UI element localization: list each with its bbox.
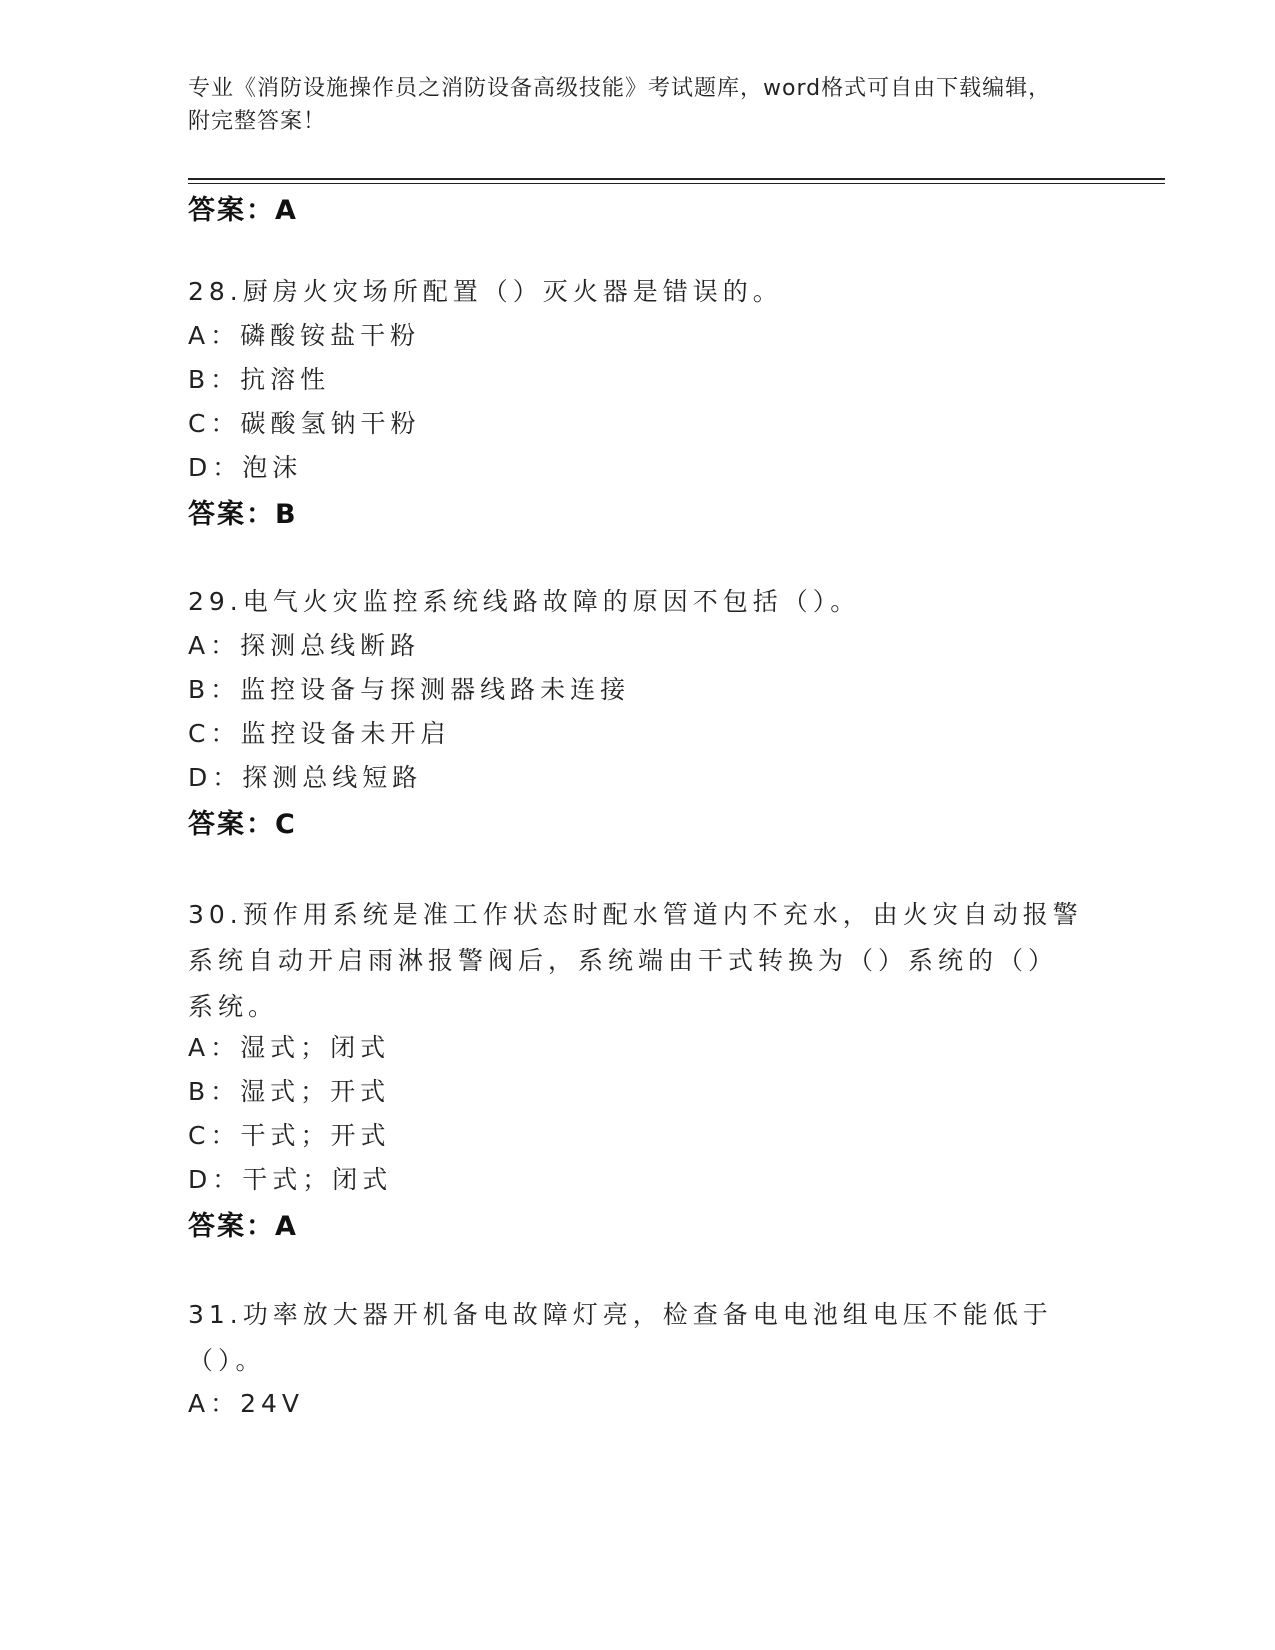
- option-b: B：湿式；开式: [188, 1077, 391, 1106]
- option-b: B：监控设备与探测器线路未连接: [188, 675, 631, 704]
- header-divider-thin: [188, 183, 1165, 184]
- question-text: 30.预作用系统是准工作状态时配水管道内不充水，由火灾自动报警系统自动开启雨淋报警阀后，系统端由干式转换为（）系统的（）系统。: [188, 900, 1083, 1021]
- option-b: B：抗溶性: [188, 365, 331, 394]
- option-a: A：24V: [188, 1389, 305, 1418]
- option-a: A：探测总线断路: [188, 631, 421, 660]
- document-header: 专业《消防设施操作员之消防设备高级技能》考试题库，word格式可自由下载编辑，附完整答案！: [188, 76, 1052, 134]
- question-text: 31.功率放大器开机备电故障灯亮，检查备电电池组电压不能低于（）。: [188, 1300, 1053, 1375]
- answer-label: 答案：A: [188, 195, 298, 226]
- question-text: 28.厨房火灾场所配置（）灭火器是错误的。: [188, 277, 783, 306]
- option-a: A：磷酸铵盐干粉: [188, 321, 421, 350]
- option-c: C：碳酸氢钠干粉: [188, 409, 421, 438]
- question-text: 29.电气火灾监控系统线路故障的原因不包括（）。: [188, 587, 861, 616]
- header-divider: [188, 178, 1165, 180]
- option-d: D：泡沫: [188, 453, 303, 482]
- answer-label: 答案：B: [188, 499, 298, 530]
- option-c: C：干式；开式: [188, 1121, 391, 1150]
- option-c: C：监控设备未开启: [188, 719, 451, 748]
- option-d: D：干式；闭式: [188, 1165, 393, 1194]
- option-a: A：湿式；闭式: [188, 1033, 391, 1062]
- answer-label: 答案：A: [188, 1211, 298, 1242]
- option-d: D：探测总线短路: [188, 763, 423, 792]
- answer-label: 答案：C: [188, 809, 297, 840]
